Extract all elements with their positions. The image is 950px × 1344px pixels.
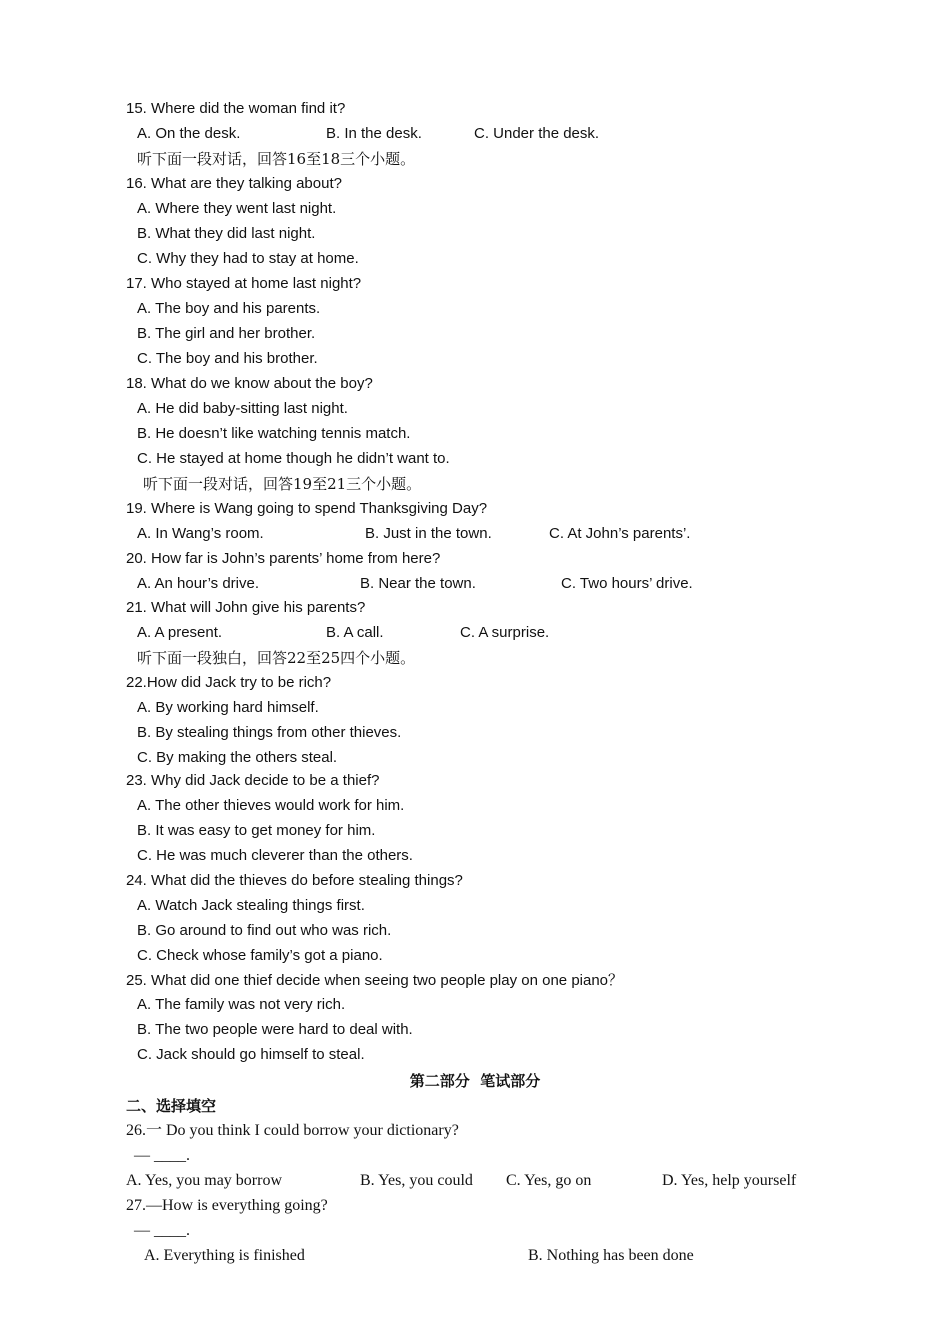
option-21-c: C. A surprise. [460, 624, 550, 641]
option-26-a: A. Yes, you may borrow [126, 1172, 282, 1189]
option-24-a: A. Watch Jack stealing things first. [137, 897, 365, 914]
option-22-b: B. By stealing things from other thieves. [137, 724, 402, 741]
instruction-16-18: 听下面一段对话，回答16至18三个小题。 [137, 150, 416, 168]
option-25-b: B. The two people were hard to deal with. [137, 1021, 413, 1038]
question-26: 26.一 Do you think I could borrow your dictionary? [126, 1122, 459, 1139]
option-22-a: A. By working hard himself. [137, 699, 319, 716]
option-15-a: A. On the desk. [137, 125, 241, 142]
option-24-b: B. Go around to find out who was rich. [137, 922, 392, 939]
option-26-d: D. Yes, help yourself [662, 1172, 797, 1189]
question-16: 16. What are they talking about? [126, 175, 342, 192]
question-21: 21. What will John give his parents? [126, 599, 366, 616]
option-17-c: C. The boy and his brother. [137, 350, 318, 367]
option-17-b: B. The girl and her brother. [137, 325, 316, 342]
option-23-b: B. It was easy to get money for him. [137, 822, 376, 839]
option-16-b: B. What they did last night. [137, 225, 316, 242]
option-26-c: C. Yes, go on [506, 1172, 592, 1189]
option-18-c: C. He stayed at home though he didn’t want to. [137, 450, 450, 467]
option-21-a: A. A present. [137, 624, 223, 641]
instruction-22-25: 听下面一段独白，回答22至25四个小题。 [137, 649, 416, 667]
option-23-c: C. He was much cleverer than the others. [137, 847, 413, 864]
option-20-b: B. Near the town. [360, 575, 476, 592]
option-16-a: A. Where they went last night. [137, 200, 337, 217]
option-25-a: A. The family was not very rich. [137, 996, 346, 1013]
option-19-a: A. In Wang’s room. [137, 525, 264, 542]
option-24-c: C. Check whose family’s got a piano. [137, 947, 383, 964]
question-20: 20. How far is John’s parents’ home from here? [126, 550, 441, 567]
question-15: 15. Where did the woman find it? [126, 100, 346, 117]
instruction-19-21: 听下面一段对话，回答19至21三个小题。 [143, 475, 422, 493]
question-22: 22.How did Jack try to be rich? [126, 674, 332, 691]
option-25-c: C. Jack should go himself to steal. [137, 1046, 365, 1063]
option-20-a: A. An hour’s drive. [137, 575, 260, 592]
question-24: 24. What did the thieves do before stealing things? [126, 872, 463, 889]
option-19-b: B. Just in the town. [365, 525, 492, 542]
option-20-c: C. Two hours’ drive. [561, 575, 693, 592]
option-21-b: B. A call. [326, 624, 384, 641]
question-23: 23. Why did Jack decide to be a thief? [126, 772, 380, 789]
option-18-a: A. He did baby-sitting last night. [137, 400, 348, 417]
option-17-a: A. The boy and his parents. [137, 300, 321, 317]
option-26-b: B. Yes, you could [360, 1172, 473, 1189]
answer-blank-26: — ____. [134, 1147, 190, 1164]
part-title: 第二部分 笔试部分 [409, 1072, 541, 1090]
question-19: 19. Where is Wang going to spend Thanksgiving Day? [126, 500, 488, 517]
question-25: 25. What did one thief decide when seeing two people play on one piano？ [126, 972, 624, 989]
question-27: 27.—How is everything going? [126, 1197, 328, 1214]
option-16-c: C. Why they had to stay at home. [137, 250, 359, 267]
option-15-c: C. Under the desk. [474, 125, 600, 142]
option-27-b: B. Nothing has been done [528, 1247, 694, 1264]
answer-blank-27: — ____. [134, 1222, 190, 1239]
section-title: 二、选择填空 [126, 1097, 217, 1115]
option-19-c: C. At John’s parents’. [549, 525, 691, 542]
question-17: 17. Who stayed at home last night? [126, 275, 362, 292]
option-15-b: B. In the desk. [326, 125, 422, 142]
option-27-a: A. Everything is finished [144, 1247, 305, 1264]
option-18-b: B. He doesn’t like watching tennis match. [137, 425, 411, 442]
question-18: 18. What do we know about the boy? [126, 375, 373, 392]
option-23-a: A. The other thieves would work for him. [137, 797, 405, 814]
option-22-c: C. By making the others steal. [137, 749, 338, 766]
